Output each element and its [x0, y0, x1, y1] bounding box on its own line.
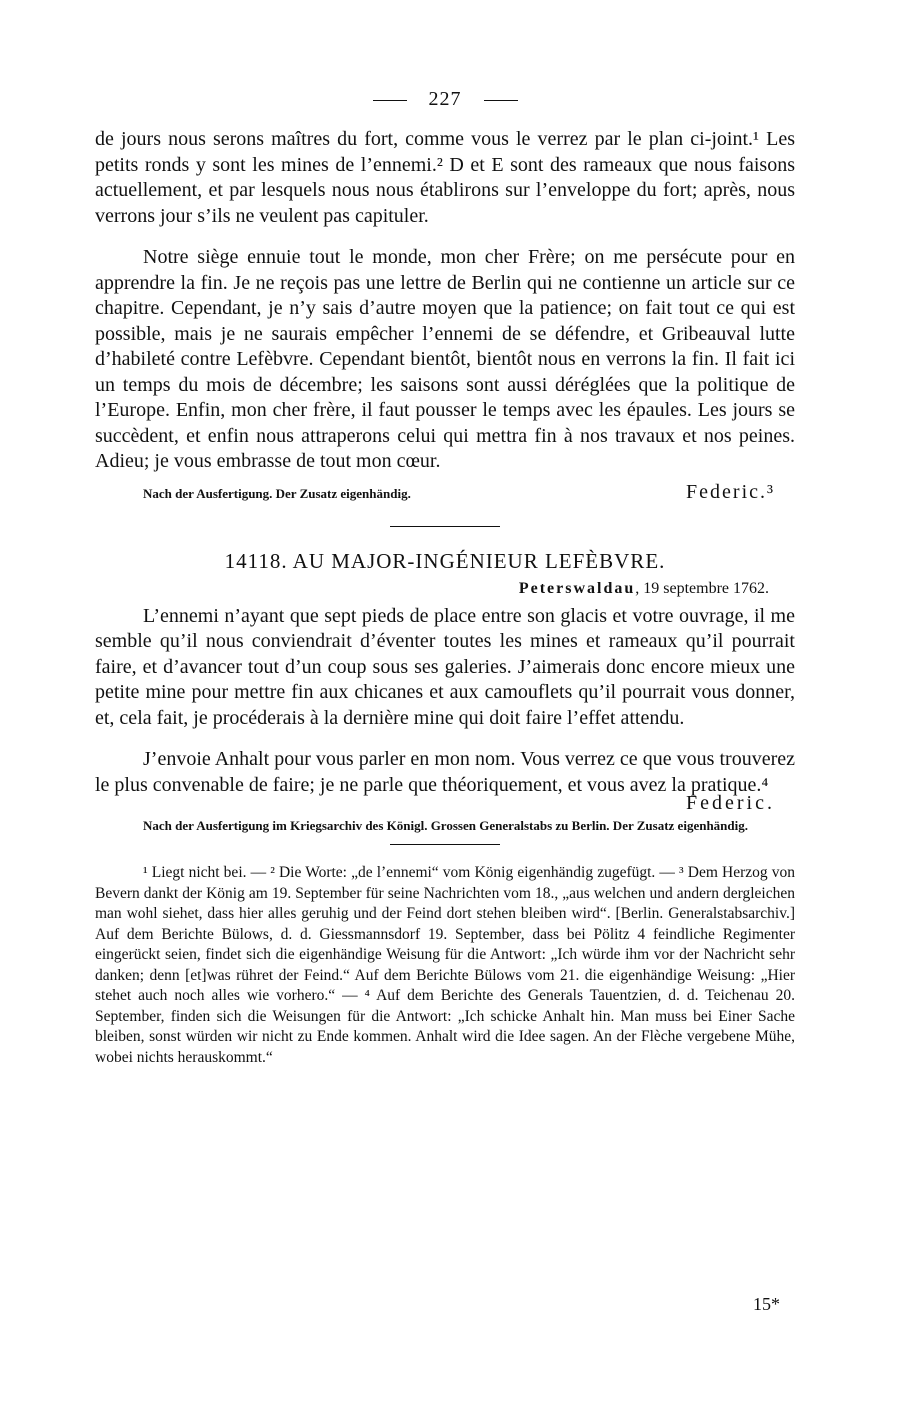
section-divider: [390, 526, 500, 527]
footnote-divider: [390, 844, 500, 845]
letter1-source-note: Nach der Ausfertigung. Der Zusatz eigenhändig.: [143, 485, 411, 501]
letter2-paragraph-2: J’envoie Anhalt pour vous parler en mon nom. Vous verrez ce que vous trouverez le plus convenable de faire; je ne parle que théoriquement, et vous avez la pratique.⁴: [95, 748, 795, 796]
letter2-date: , 19 septembre 1762.: [635, 579, 769, 597]
page-number: 227: [428, 88, 462, 110]
letter1-paragraph-1: de jours nous serons maîtres du fort, comme vous le verrez par le plan ci-joint.¹ Les petits ronds y sont les mines de l’ennemi.² D et E sont des rameaux que nous faisons actuellement, et par lesquels nous nous établirons sur l’enveloppe du fort; après, nous verrons jour s’ils ne veulent pas capituler.: [95, 128, 795, 227]
letter2-place: Peterswaldau: [518, 579, 636, 597]
page: [95, 88, 795, 1068]
page-number-dash-left: [373, 100, 407, 101]
paragraph-gap: [95, 731, 795, 747]
letter1-signature: Federic.³: [686, 480, 775, 503]
paragraph-gap: [95, 229, 795, 245]
sheet-signature-mark: 15*: [753, 1294, 780, 1314]
letter2-paragraph-1: L’ennemi n’ayant que sept pieds de place entre son glacis et votre ouvrage, il me semble qu’il nous conviendrait d’éventer toutes les mines et rameaux qu’il pourrait faire, et d’avancer tout d’un coup sous ses galeries. J’aimerais donc encore mieux une petite mine pour mettre fin aux chicanes et aux camouflets qu’il pourrait vous donner, et, cela fait, je procéderais à la dernière mine qui doit faire l’effet attendu.: [95, 604, 795, 729]
letter2-dateline: [95, 580, 795, 598]
letter2-signature: Federic.: [686, 792, 775, 814]
footnotes: ¹ Liegt nicht bei. — ² Die Worte: „de l’ennemi“ vom König eigenhändig zugefügt. — ³ Dem Herzog von Bevern dankt der König am 19. September für seine Nachrichten vom 18., „aus welchen und andern dergleichen man wohl siehet, dass hier alles geruhig und der Feind dort stehen bleiben wird“. [Berlin. Generalstabsarchiv.] Auf dem Berichte Bülows, d. d. Giessmannsdorf 19. September, dass bei Pölitz 4 feindliche Regimenter eingerückt seien, findet sich die eigenhändige Weisung für die Antwort: „Ich würde ihm vor der Nachricht sehr danken; denn [et]was rühret der Feind.“ Auf dem Berichte Bülows vom 21. die eigenhändige Weisung: „Hier stehet auch noch alles wie vorhero.“ — ⁴ Auf dem Berichte des Generals Tauentzien, d. d. Teichenau 20. September, finden sich die Weisungen für die Antwort: „Ich schicke Anhalt hin. Man muss bei Einer Sache bleiben, sonst würden wir nicht zu Ende kommen. Anhalt wird die Idee sagen. An der Flèche vergebene Mühe, wobei nichts herauskommt.“: [95, 864, 795, 1066]
page-number-line: [95, 88, 795, 111]
letter1-paragraph-2: Notre siège ennuie tout le monde, mon cher Frère; on me persécute pour en apprendre la fin. Je ne reçois pas une lettre de Berlin qui ne contienne un article sur ce chapitre. Cependant, je n’y sais d’autre moyen que la patience; on fait tout ce qui est possible, mais je ne saurais empêcher l’ennemi de se défendre, et Gribeauval lutte d’habileté contre Lefèbvre. Cependant bientôt, bientôt nous en verrons la fin. Il fait ici un temps du mois de décembre; les saisons sont aussi déréglées que la politique de l’Europe. Enfin, mon cher frère, il faut pousser le temps avec les épaules. Les jours se succèdent, et enfin nous attraperons celui qui mettra fin à nos travaux et nos peines. Adieu; je vous embrasse de tout mon cœur.: [95, 246, 795, 472]
letter2-heading: 14118. AU MAJOR-INGÉNIEUR LEFÈBVRE.: [224, 548, 666, 573]
letter1-closing: [95, 481, 795, 504]
page-number-dash-right: [484, 100, 518, 101]
letter2-source-note: Nach der Ausfertigung im Kriegsarchiv des Königl. Grossen Generalstabs zu Berlin. Der Zusatz eigenhändig.: [143, 818, 748, 833]
